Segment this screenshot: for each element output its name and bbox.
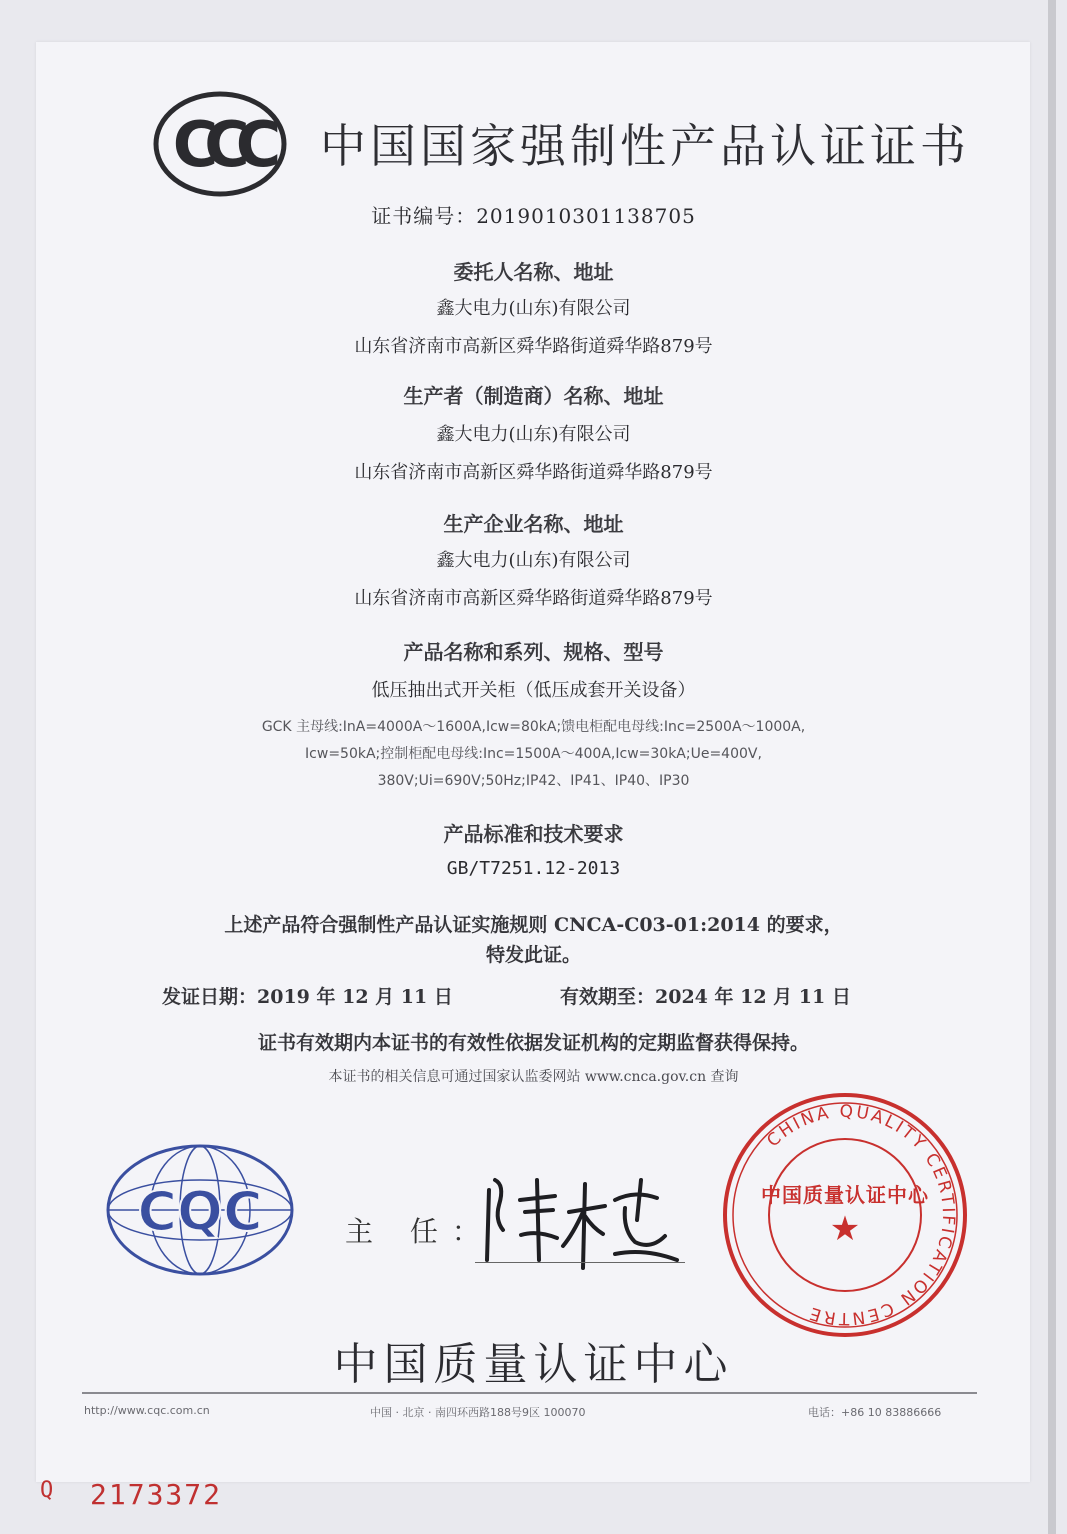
certificate-number xyxy=(0,200,1067,229)
applicant-address: 山东省济南市高新区舜华路街道舜华路879号 xyxy=(354,336,713,357)
applicant-heading: 委托人名称、地址 xyxy=(453,260,614,284)
product-name: 低压抽出式开关柜（低压成套开关设备） xyxy=(371,680,696,701)
official-seal xyxy=(720,1090,970,1340)
product-heading: 产品名称和系列、规格、型号 xyxy=(403,640,664,664)
factory-heading: 生产企业名称、地址 xyxy=(443,512,624,536)
footer-address: 中国 · 北京 · 南四环西路188号9区 100070 xyxy=(370,1406,586,1419)
expiry-date-label: 有效期至： xyxy=(560,986,656,1008)
standard-heading: 产品标准和技术要求 xyxy=(443,822,624,846)
issuing-organization: 中国质量认证中心 xyxy=(333,1339,734,1390)
applicant-name: 鑫大电力(山东)有限公司 xyxy=(436,298,631,319)
issue-date-label: 发证日期： xyxy=(162,986,258,1008)
conformity-statement-line-2: 特发此证。 xyxy=(485,944,581,966)
footer-divider xyxy=(82,1392,977,1394)
director-signature xyxy=(465,1150,695,1280)
svg-text:CCC: CCC xyxy=(172,108,268,181)
manufacturer-heading: 生产者（制造商）名称、地址 xyxy=(403,384,664,408)
footer-url: http://www.cqc.com.cn xyxy=(84,1404,210,1417)
issue-date xyxy=(162,982,453,1009)
conformity-statement-line-1: 上述产品符合强制性产品认证实施规则 CNCA-C03-01:2014 的要求， xyxy=(224,914,843,936)
director-label: 主 任： xyxy=(345,1215,494,1248)
svg-text:CHINA QUALITY CERTIFICATION CE: CHINA QUALITY CERTIFICATION CENTRE xyxy=(763,1101,959,1329)
signature-line xyxy=(475,1262,685,1263)
product-spec-line-1: GCK 主母线:InA=4000A～1600A,Icw=80kA;馈电柜配电母线:Inc=2500A～1000A, xyxy=(261,719,806,735)
validity-note: 证书有效期内本证书的有效性依据发证机构的定期监督获得保持。 xyxy=(257,1032,809,1054)
serial-prefix: Q xyxy=(40,1478,54,1503)
issue-date-value: 2019 年 12 月 11 日 xyxy=(257,986,453,1008)
factory-address: 山东省济南市高新区舜华路街道舜华路879号 xyxy=(354,588,713,609)
svg-text:中国质量认证中心: 中国质量认证中心 xyxy=(761,1183,929,1207)
certificate-number-value: 2019010301138705 xyxy=(476,204,696,228)
certificate-title: 中国国家强制性产品认证证书 xyxy=(320,119,970,173)
product-spec-line-3: 380V;Ui=690V;50Hz;IP42、IP41、IP40、IP30 xyxy=(377,773,690,789)
expiry-date-value: 2024 年 12 月 11 日 xyxy=(655,986,851,1008)
factory-name: 鑫大电力(山东)有限公司 xyxy=(436,550,631,571)
standard-value: GB/T7251.12-2013 xyxy=(446,858,621,879)
footer-phone: 电话：+86 10 83886666 xyxy=(808,1406,942,1419)
svg-text:CQC: CQC xyxy=(137,1180,263,1243)
product-spec-line-2: Icw=50kA;控制柜配电母线:Inc=1500A～400A,Icw=30kA;Ue=400V, xyxy=(305,746,762,762)
expiry-date xyxy=(560,982,851,1009)
query-note: 本证书的相关信息可通过国家认监委网站 www.cnca.gov.cn 查询 xyxy=(328,1069,739,1085)
cqc-logo xyxy=(100,1140,300,1280)
ccc-logo xyxy=(150,88,290,200)
serial-number: 2173372 xyxy=(90,1478,223,1511)
manufacturer-name: 鑫大电力(山东)有限公司 xyxy=(436,424,631,445)
svg-text:★: ★ xyxy=(829,1209,861,1249)
manufacturer-address: 山东省济南市高新区舜华路街道舜华路879号 xyxy=(354,462,713,483)
certificate-number-label: 证书编号： xyxy=(371,204,477,228)
page-edge xyxy=(1048,0,1056,1534)
